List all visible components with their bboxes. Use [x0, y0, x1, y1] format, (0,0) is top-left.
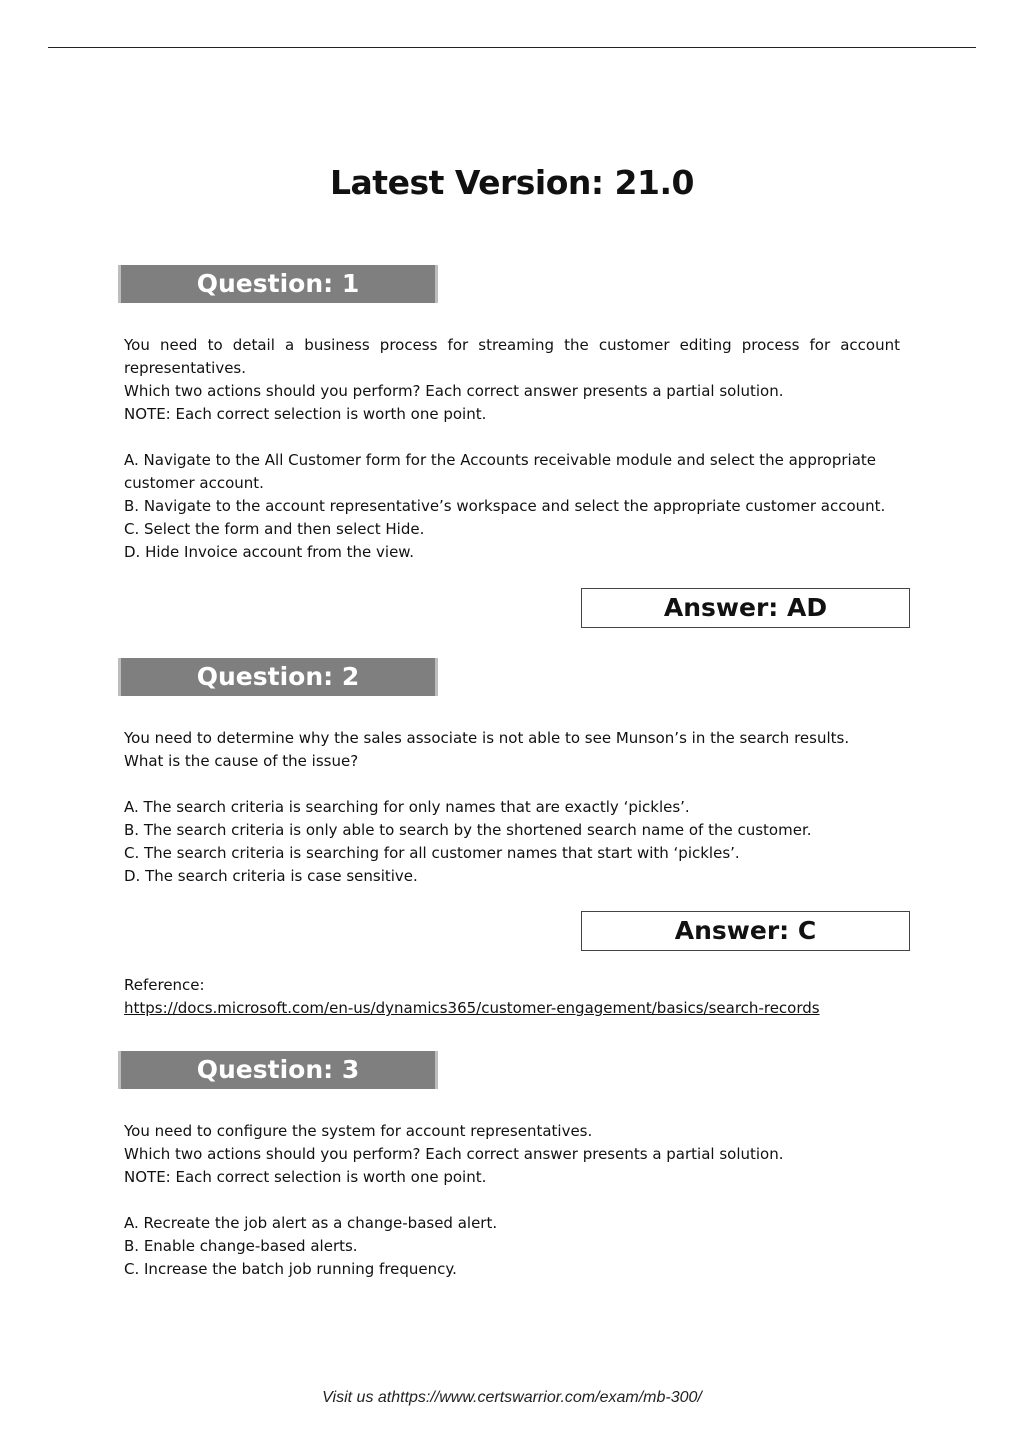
reference-link[interactable]: https://docs.microsoft.com/en-us/dynamics365/customer-engagement/basics/search-records — [124, 999, 820, 1017]
footer-visit-link[interactable]: Visit us athttps://www.certswarrior.com/exam/mb-300/ — [322, 1389, 702, 1406]
question-1-option-a: A. Navigate to the All Customer form for the Accounts receivable module and select the appropriate customer account. — [124, 451, 877, 492]
question-1-body — [124, 334, 900, 564]
question-2-answer-box — [581, 911, 910, 951]
reference-label: Reference: — [124, 976, 205, 994]
question-1-stem-line-1: You need to detail a business process for streaming the customer editing process for account representatives. — [124, 336, 900, 377]
question-1-header — [118, 265, 438, 303]
question-1-option-b: B. Navigate to the account representative’s workspace and select the appropriate customer account. — [124, 497, 886, 515]
question-2-body — [124, 727, 900, 888]
question-3-stem-line-3: NOTE: Each correct selection is worth one point. — [124, 1168, 487, 1186]
question-1-stem-line-2: Which two actions should you perform? Each correct answer presents a partial solution. — [124, 382, 784, 400]
question-3-option-c: C. Increase the batch job running frequency. — [124, 1260, 457, 1278]
question-1-header-label: Question: 1 — [196, 269, 360, 298]
top-divider — [48, 47, 976, 48]
question-3-stem-line-1: You need to configure the system for account representatives. — [124, 1122, 593, 1140]
question-3-option-b: B. Enable change-based alerts. — [124, 1237, 358, 1255]
question-3-header-label: Question: 3 — [196, 1055, 360, 1084]
question-2-option-c: C. The search criteria is searching for all customer names that start with ‘pickles’. — [124, 844, 740, 862]
question-1-answer: Answer: AD — [663, 593, 828, 622]
question-2-reference — [124, 974, 900, 1020]
question-1-option-c: C. Select the form and then select Hide. — [124, 520, 425, 538]
question-1-stem-line-3: NOTE: Each correct selection is worth one point. — [124, 405, 487, 423]
question-1-answer-box — [581, 588, 910, 628]
question-1-option-d: D. Hide Invoice account from the view. — [124, 543, 414, 561]
question-2-stem-line-2: What is the cause of the issue? — [124, 752, 359, 770]
question-3-option-a: A. Recreate the job alert as a change-based alert. — [124, 1214, 498, 1232]
question-2-answer: Answer: C — [674, 916, 817, 945]
question-3-body — [124, 1120, 900, 1281]
question-3-stem-line-2: Which two actions should you perform? Each correct answer presents a partial solution. — [124, 1145, 784, 1163]
question-2-header — [118, 658, 438, 696]
question-2-option-d: D. The search criteria is case sensitive. — [124, 867, 418, 885]
page-title: Latest Version: 21.0 — [330, 163, 694, 202]
question-2-header-label: Question: 2 — [196, 662, 360, 691]
question-2-option-b: B. The search criteria is only able to search by the shortened search name of the customer. — [124, 821, 812, 839]
question-3-header — [118, 1051, 438, 1089]
question-2-stem-line-1: You need to determine why the sales associate is not able to see Munson’s in the search results. — [124, 729, 850, 747]
question-2-option-a: A. The search criteria is searching for only names that are exactly ‘pickles’. — [124, 798, 690, 816]
